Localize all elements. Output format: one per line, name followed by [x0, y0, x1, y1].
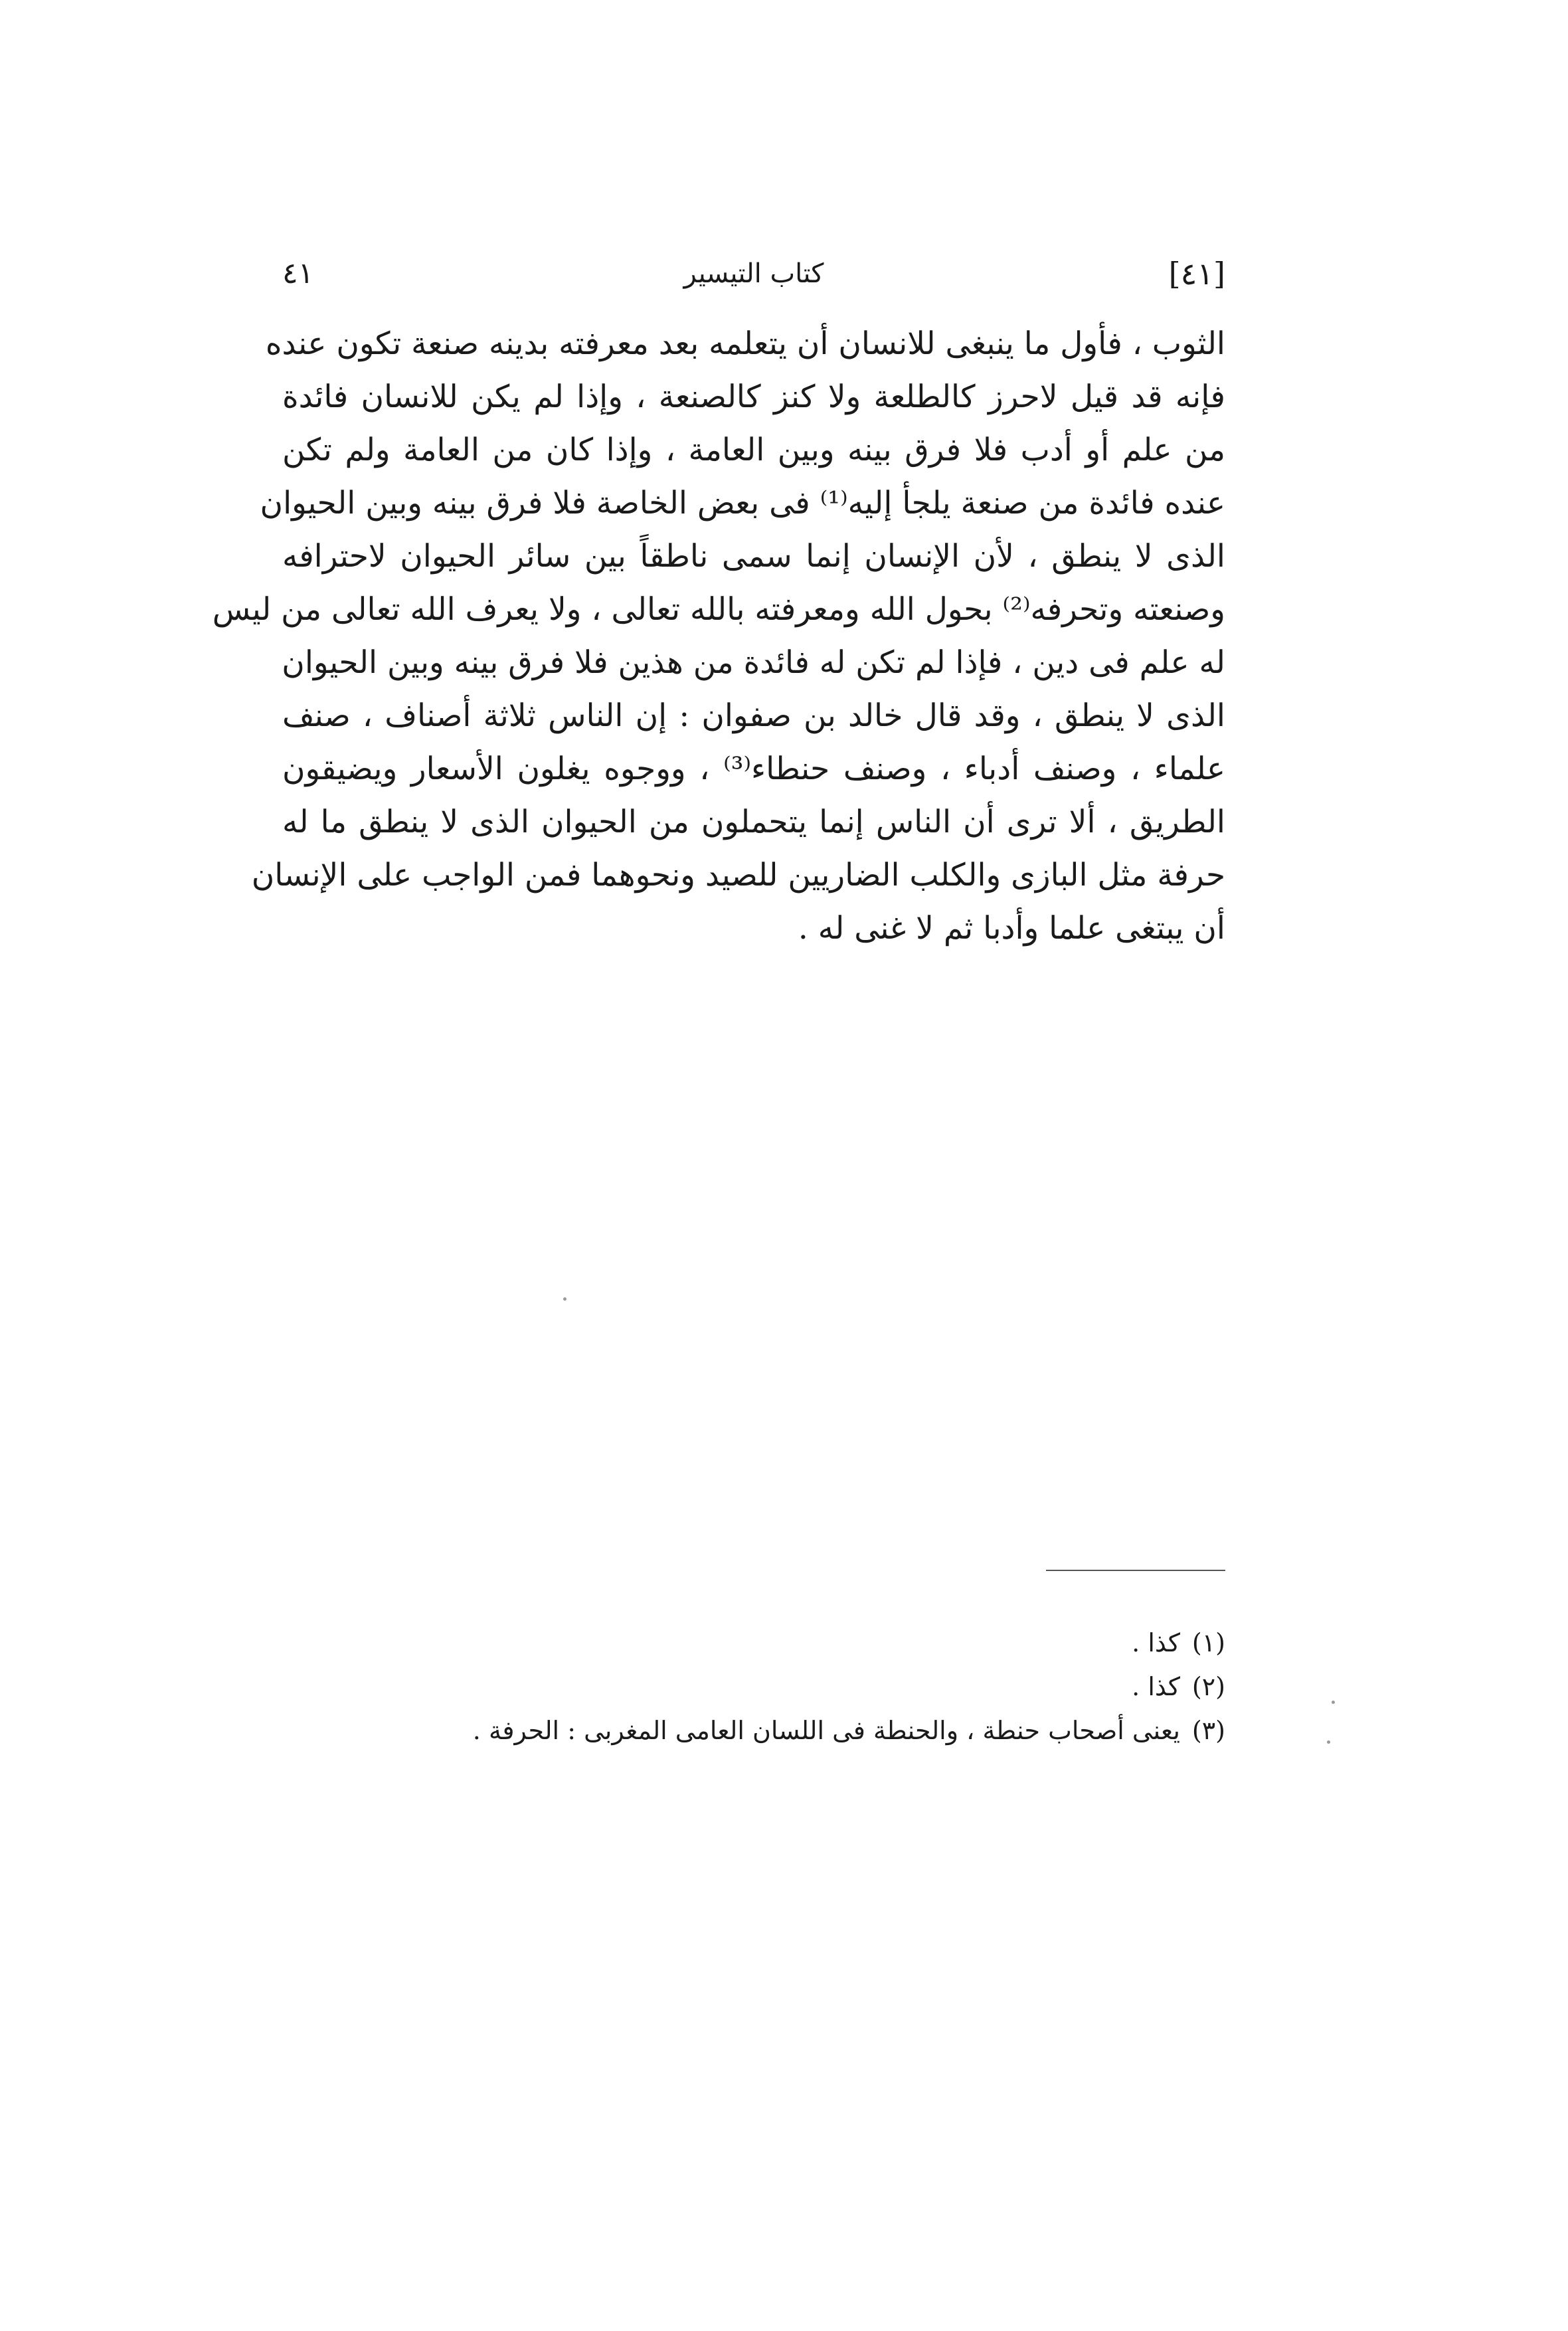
text-line: وصنعته وتحرفه⁽²⁾ بحول الله ومعرفته بالله تعالى ، ولا يعرف الله تعالى من ليس: [212, 591, 1225, 628]
text-line: الطريق ، ألا ترى أن الناس إنما يتحملون من الحيوان الذى لا ينطق ما له: [282, 804, 1225, 840]
header-page-bracket: [٤١]: [1168, 256, 1225, 292]
footnote-text: يعنى أصحاب حنطة ، والحنطة فى اللسان العامى المغربى : الحرفة .: [472, 1716, 1180, 1745]
footnote-3: [282, 1709, 1225, 1752]
footnotes: [282, 1621, 1225, 1752]
scan-speck: [1327, 1740, 1330, 1744]
footnote-number: (١): [1191, 1628, 1225, 1657]
running-title: كتاب التيسير: [683, 258, 824, 289]
text-line: حرفة مثل البازى والكلب الضاريين للصيد ونحوهما فمن الواجب على الإنسان: [251, 857, 1225, 893]
footnote-text: كذا .: [1132, 1628, 1180, 1657]
page-header: [282, 247, 1225, 300]
text-line: فإنه قد قيل لاحرز كالطلعة ولا كنز كالصنعة ، وإذا لم يكن للانسان فائدة: [282, 379, 1225, 415]
footnote-2: [282, 1665, 1225, 1709]
text-line: الذى لا ينطق ، وقد قال خالد بن صفوان : إن الناس ثلاثة أصناف ، صنف: [282, 698, 1225, 734]
text-line: عنده فائدة من صنعة يلجأ إليه⁽¹⁾ فى بعض الخاصة فلا فرق بينه وبين الحيوان: [260, 485, 1225, 521]
footnote-number: (٣): [1191, 1716, 1225, 1745]
text-line: الذى لا ينطق ، لأن الإنسان إنما سمى ناطقاً بين سائر الحيوان لاحترافه: [282, 538, 1225, 575]
footnote-1: [282, 1621, 1225, 1665]
text-line: من علم أو أدب فلا فرق بينه وبين العامة ، وإذا كان من العامة ولم تكن: [282, 432, 1225, 468]
text-line: الثوب ، فأول ما ينبغى للانسان أن يتعلمه بعد معرفته بدينه صنعة تكون عنده: [265, 326, 1225, 362]
main-text: [212, 318, 1225, 955]
scan-speck: [563, 1297, 566, 1301]
text-line: له علم فى دين ، فإذا لم تكن له فائدة من هذين فلا فرق بينه وبين الحيوان: [282, 644, 1225, 681]
footnote-text: كذا .: [1132, 1672, 1180, 1701]
text-line: علماء ، وصنف أدباء ، وصنف حنطاء⁽³⁾ ، ووجوه يغلون الأسعار ويضيقون: [282, 751, 1225, 787]
scan-speck: [1332, 1701, 1335, 1704]
footnote-separator: [1046, 1570, 1225, 1571]
footnote-number: (٢): [1191, 1672, 1225, 1701]
page-number: ٤١: [282, 256, 314, 290]
text-line: أن يبتغى علما وأدبا ثم لا غنى له .: [798, 910, 1225, 947]
